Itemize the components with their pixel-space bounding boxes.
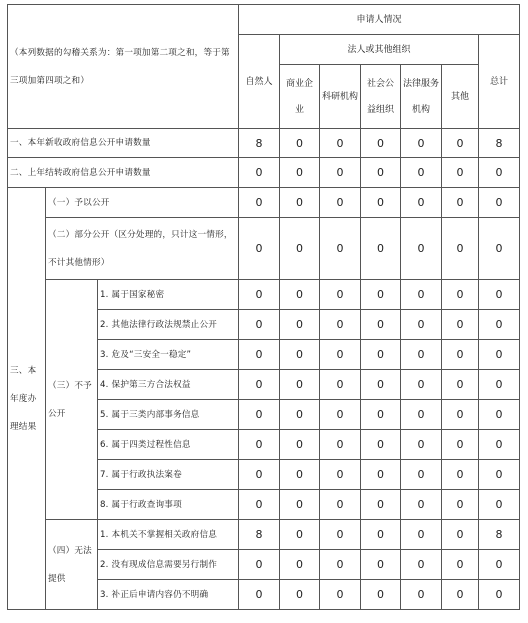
cell-research: 0: [320, 218, 361, 280]
applicant-situation-header: 申请人情况: [239, 5, 520, 35]
row-label: 一、本年新收政府信息公开申请数量: [8, 129, 239, 158]
header-row-1: [8, 5, 520, 35]
cell-other: 0: [442, 280, 479, 310]
cell-other: 0: [442, 490, 479, 520]
cell-natural: 8: [239, 129, 280, 158]
cell-total: 0: [479, 370, 520, 400]
cell-social: 0: [361, 430, 401, 460]
row-u1: [8, 520, 520, 550]
cell-commercial: 0: [280, 490, 320, 520]
cell-commercial: 0: [280, 550, 320, 580]
cell-natural: 0: [239, 460, 280, 490]
cell-social: 0: [361, 188, 401, 218]
cell-total: 0: [479, 430, 520, 460]
cell-commercial: 0: [280, 188, 320, 218]
cell-other: 0: [442, 310, 479, 340]
row-label: 1. 本机关不掌握相关政府信息: [98, 520, 239, 550]
cell-natural: 0: [239, 400, 280, 430]
cell-natural: 8: [239, 520, 280, 550]
cell-commercial: 0: [280, 430, 320, 460]
cell-natural: 0: [239, 188, 280, 218]
cell-research: 0: [320, 400, 361, 430]
cell-other: 0: [442, 580, 479, 610]
cell-legal: 0: [401, 580, 442, 610]
cell-legal: 0: [401, 430, 442, 460]
cell-social: 0: [361, 310, 401, 340]
cell-other: 0: [442, 188, 479, 218]
cell-research: 0: [320, 430, 361, 460]
legal-service-header: 法律服务机构: [401, 65, 442, 129]
cell-research: 0: [320, 370, 361, 400]
cell-total: 8: [479, 129, 520, 158]
header-note: [8, 5, 239, 129]
natural-person-header: 自然人: [239, 35, 280, 129]
cell-social: 0: [361, 218, 401, 280]
not-disclose-label: （三）不予公开: [46, 280, 98, 520]
cell-research: 0: [320, 550, 361, 580]
row-partial: [8, 218, 520, 280]
cell-legal: 0: [401, 280, 442, 310]
cell-social: 0: [361, 550, 401, 580]
cell-other: 0: [442, 430, 479, 460]
row-label: 2. 没有现成信息需要另行制作: [98, 550, 239, 580]
cell-commercial: 0: [280, 280, 320, 310]
results-label: 三、本年度办理结果: [8, 188, 46, 610]
cell-commercial: 0: [280, 218, 320, 280]
cell-other: 0: [442, 218, 479, 280]
cell-commercial: 0: [280, 400, 320, 430]
row-nd1: [8, 280, 520, 310]
header-note-text: （本列数据的勾稽关系为：第一项加第二项之和，等于第三项加第四项之和）: [10, 47, 230, 86]
cell-natural: 0: [239, 340, 280, 370]
row-label: （一）予以公开: [46, 188, 239, 218]
cell-natural: 0: [239, 580, 280, 610]
cell-commercial: 0: [280, 129, 320, 158]
cell-research: 0: [320, 129, 361, 158]
cell-legal: 0: [401, 340, 442, 370]
cell-other: 0: [442, 400, 479, 430]
cell-legal: 0: [401, 550, 442, 580]
cell-research: 0: [320, 310, 361, 340]
total-header: 总计: [479, 35, 520, 129]
cell-commercial: 0: [280, 310, 320, 340]
row-label: 1. 属于国家秘密: [98, 280, 239, 310]
cell-total: 0: [479, 158, 520, 188]
row-label: （二）部分公开（区分处理的，只计这一情形，不计其他情形）: [46, 218, 239, 280]
cell-total: 0: [479, 218, 520, 280]
cell-total: 0: [479, 460, 520, 490]
cell-social: 0: [361, 129, 401, 158]
cell-social: 0: [361, 280, 401, 310]
cell-commercial: 0: [280, 520, 320, 550]
cell-research: 0: [320, 460, 361, 490]
social-welfare-header: 社会公益组织: [361, 65, 401, 129]
cell-natural: 0: [239, 280, 280, 310]
cell-other: 0: [442, 158, 479, 188]
row-carryover: [8, 158, 520, 188]
cell-social: 0: [361, 460, 401, 490]
cell-legal: 0: [401, 218, 442, 280]
cell-legal: 0: [401, 129, 442, 158]
commercial-header: 商业企业: [280, 65, 320, 129]
cell-research: 0: [320, 188, 361, 218]
cell-social: 0: [361, 400, 401, 430]
cell-total: 0: [479, 580, 520, 610]
row-label: 8. 属于行政查询事项: [98, 490, 239, 520]
cell-social: 0: [361, 520, 401, 550]
unable-label: （四）无法提供: [46, 520, 98, 610]
cell-commercial: 0: [280, 460, 320, 490]
cell-legal: 0: [401, 370, 442, 400]
row-label: 二、上年结转政府信息公开申请数量: [8, 158, 239, 188]
row-new-requests: [8, 129, 520, 158]
cell-total: 0: [479, 490, 520, 520]
legal-entities-header: 法人或其他组织: [280, 35, 479, 65]
row-label: 3. 危及“三安全一稳定”: [98, 340, 239, 370]
cell-social: 0: [361, 370, 401, 400]
cell-natural: 0: [239, 430, 280, 460]
cell-other: 0: [442, 370, 479, 400]
cell-social: 0: [361, 340, 401, 370]
cell-commercial: 0: [280, 340, 320, 370]
cell-social: 0: [361, 158, 401, 188]
cell-commercial: 0: [280, 580, 320, 610]
research-header: 科研机构: [320, 65, 361, 129]
cell-research: 0: [320, 490, 361, 520]
cell-legal: 0: [401, 490, 442, 520]
cell-natural: 0: [239, 370, 280, 400]
cell-social: 0: [361, 580, 401, 610]
cell-total: 0: [479, 550, 520, 580]
row-label: 7. 属于行政执法案卷: [98, 460, 239, 490]
cell-legal: 0: [401, 188, 442, 218]
cell-commercial: 0: [280, 158, 320, 188]
row-disclose: [8, 188, 520, 218]
cell-other: 0: [442, 460, 479, 490]
row-label: 2. 其他法律行政法规禁止公开: [98, 310, 239, 340]
cell-total: 0: [479, 400, 520, 430]
row-label: 6. 属于四类过程性信息: [98, 430, 239, 460]
cell-natural: 0: [239, 550, 280, 580]
cell-total: 0: [479, 188, 520, 218]
cell-other: 0: [442, 129, 479, 158]
cell-research: 0: [320, 520, 361, 550]
cell-legal: 0: [401, 520, 442, 550]
cell-legal: 0: [401, 460, 442, 490]
cell-social: 0: [361, 490, 401, 520]
cell-other: 0: [442, 520, 479, 550]
cell-legal: 0: [401, 158, 442, 188]
cell-legal: 0: [401, 310, 442, 340]
cell-natural: 0: [239, 158, 280, 188]
cell-other: 0: [442, 550, 479, 580]
row-label: 4. 保护第三方合法权益: [98, 370, 239, 400]
cell-natural: 0: [239, 218, 280, 280]
cell-research: 0: [320, 158, 361, 188]
other-header: 其他: [442, 65, 479, 129]
cell-total: 0: [479, 310, 520, 340]
cell-research: 0: [320, 580, 361, 610]
cell-total: 8: [479, 520, 520, 550]
cell-research: 0: [320, 280, 361, 310]
cell-natural: 0: [239, 490, 280, 520]
cell-natural: 0: [239, 310, 280, 340]
cell-total: 0: [479, 340, 520, 370]
disclosure-statistics-table: [7, 4, 520, 610]
cell-total: 0: [479, 280, 520, 310]
cell-legal: 0: [401, 400, 442, 430]
cell-other: 0: [442, 340, 479, 370]
row-label: 3. 补正后申请内容仍不明确: [98, 580, 239, 610]
row-label: 5. 属于三类内部事务信息: [98, 400, 239, 430]
cell-research: 0: [320, 340, 361, 370]
cell-commercial: 0: [280, 370, 320, 400]
